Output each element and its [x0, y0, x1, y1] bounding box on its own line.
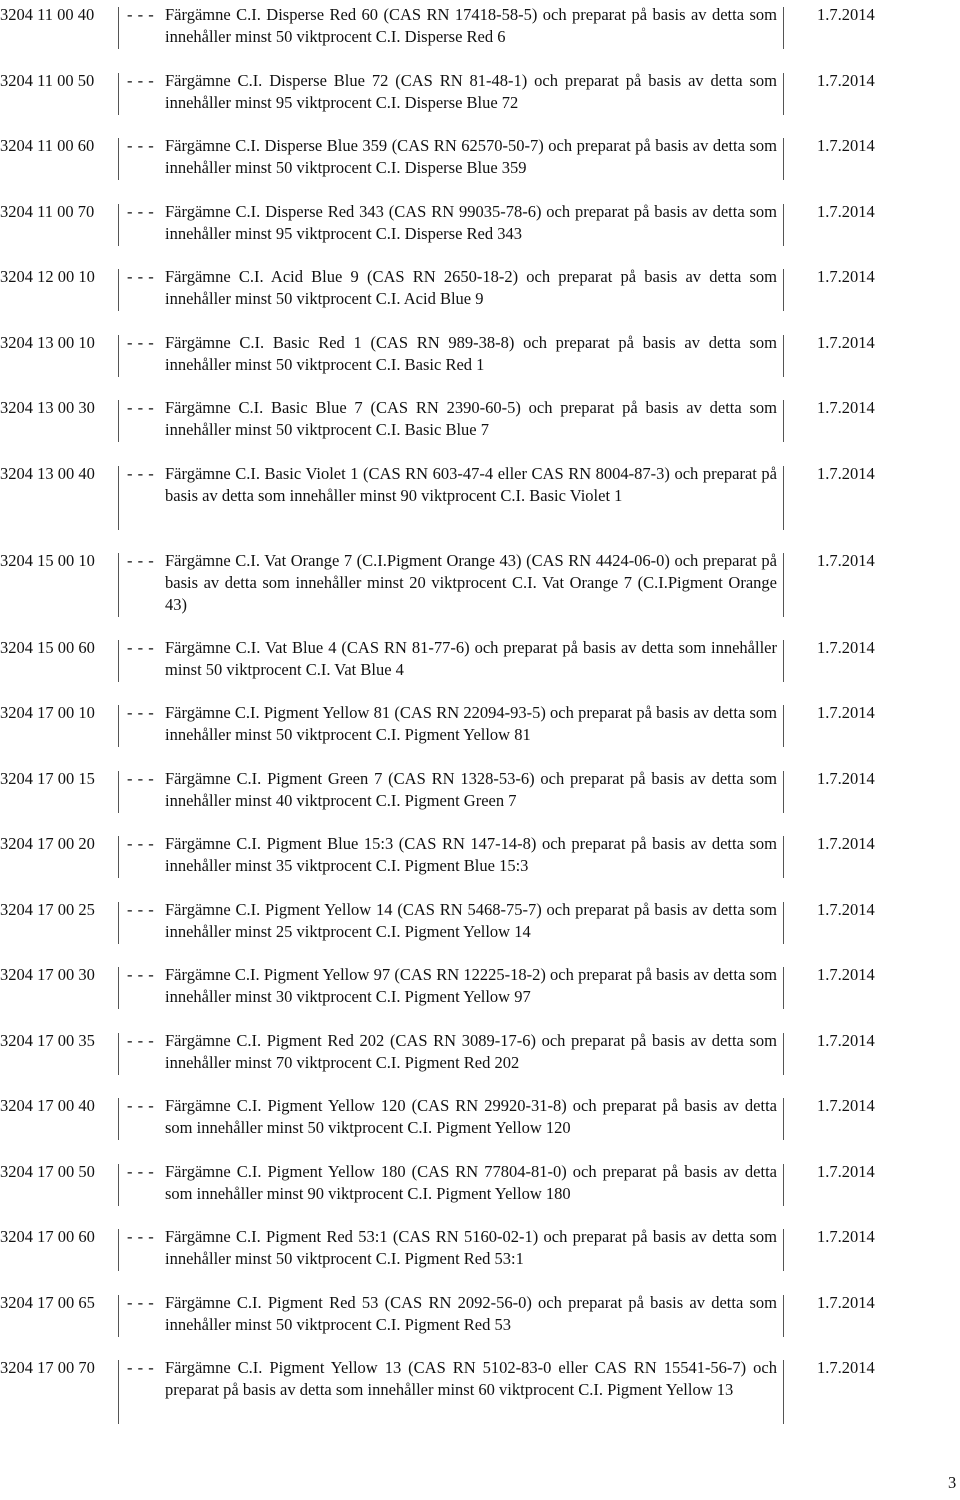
product-description: Färgämne C.I. Basic Red 1 (CAS RN 989-38-8) och preparat på basis av detta som innehåller minst 50 viktprocent C.I. Basic Red 1 [165, 333, 777, 374]
validity-date: 1.7.2014 [817, 71, 875, 90]
column-divider-left [118, 204, 119, 246]
table-row [0, 1030, 960, 1074]
column-divider-left [118, 640, 119, 682]
product-description: Färgämne C.I. Basic Violet 1 (CAS RN 603-47-4 eller CAS RN 8004-87-3) och preparat på basis av detta som innehåller minst 90 viktprocent C.I. Basic Violet 1 [165, 464, 777, 505]
indent-dashes: - - - [127, 333, 155, 352]
indent-dashes: - - - [127, 398, 155, 417]
table-row [0, 1292, 960, 1336]
tariff-code: 3204 13 00 40 [0, 464, 95, 483]
indent-dashes: - - - [127, 1227, 155, 1246]
indent-dashes: - - - [127, 202, 155, 221]
validity-date: 1.7.2014 [817, 398, 875, 417]
validity-date: 1.7.2014 [817, 1162, 875, 1181]
product-description: Färgämne C.I. Disperse Blue 359 (CAS RN 62570-50-7) och preparat på basis av detta som innehåller minst 50 viktprocent C.I. Disperse Blue 359 [165, 136, 777, 177]
table-row [0, 833, 960, 877]
column-divider-right [783, 73, 784, 115]
indent-dashes: - - - [127, 136, 155, 155]
column-divider-right [783, 1098, 784, 1140]
tariff-code: 3204 17 00 25 [0, 900, 95, 919]
product-description: Färgämne C.I. Pigment Yellow 180 (CAS RN 77804-81-0) och preparat på basis av detta som innehåller minst 90 viktprocent C.I. Pigment Yellow 180 [165, 1162, 777, 1203]
table-row [0, 4, 960, 48]
column-divider-right [783, 269, 784, 311]
column-divider-right [783, 138, 784, 180]
tariff-code: 3204 17 00 50 [0, 1162, 95, 1181]
tariff-code: 3204 17 00 70 [0, 1358, 95, 1377]
tariff-code: 3204 11 00 70 [0, 202, 95, 221]
table-row [0, 1095, 960, 1139]
tariff-code: 3204 13 00 10 [0, 333, 95, 352]
product-description: Färgämne C.I. Pigment Red 53:1 (CAS RN 5160-02-1) och preparat på basis av detta som innehåller minst 50 viktprocent C.I. Pigment Red 53:1 [165, 1227, 777, 1268]
tariff-code: 3204 17 00 40 [0, 1096, 95, 1115]
column-divider-right [783, 204, 784, 246]
table-row [0, 332, 960, 376]
indent-dashes: - - - [127, 965, 155, 984]
indent-dashes: - - - [127, 5, 155, 24]
table-row [0, 1161, 960, 1205]
validity-date: 1.7.2014 [817, 638, 875, 657]
column-divider-left [118, 73, 119, 115]
indent-dashes: - - - [127, 1293, 155, 1312]
indent-dashes: - - - [127, 769, 155, 788]
product-description: Färgämne C.I. Disperse Blue 72 (CAS RN 81-48-1) och preparat på basis av detta som innehåller minst 95 viktprocent C.I. Disperse Blue 72 [165, 71, 777, 112]
product-description: Färgämne C.I. Pigment Yellow 13 (CAS RN 5102-83-0 eller CAS RN 15541-56-7) och preparat på basis av detta som innehåller minst 60 viktprocent C.I. Pigment Yellow 13 [165, 1358, 777, 1399]
column-divider-right [783, 836, 784, 878]
product-description: Färgämne C.I. Disperse Red 343 (CAS RN 99035-78-6) och preparat på basis av detta som innehåller minst 95 viktprocent C.I. Disperse Red 343 [165, 202, 777, 243]
validity-date: 1.7.2014 [817, 5, 875, 24]
column-divider-left [118, 7, 119, 49]
validity-date: 1.7.2014 [817, 965, 875, 984]
column-divider-left [118, 771, 119, 813]
validity-date: 1.7.2014 [817, 900, 875, 919]
validity-date: 1.7.2014 [817, 769, 875, 788]
column-divider-left [118, 466, 119, 530]
tariff-code: 3204 11 00 60 [0, 136, 95, 155]
table-row [0, 397, 960, 441]
indent-dashes: - - - [127, 71, 155, 90]
column-divider-right [783, 771, 784, 813]
product-description: Färgämne C.I. Vat Blue 4 (CAS RN 81-77-6) och preparat på basis av detta som innehåller minst 50 viktprocent C.I. Vat Blue 4 [165, 638, 777, 679]
indent-dashes: - - - [127, 1162, 155, 1181]
validity-date: 1.7.2014 [817, 834, 875, 853]
indent-dashes: - - - [127, 464, 155, 483]
validity-date: 1.7.2014 [817, 267, 875, 286]
validity-date: 1.7.2014 [817, 1031, 875, 1050]
column-divider-left [118, 138, 119, 180]
column-divider-left [118, 1033, 119, 1075]
tariff-code: 3204 13 00 30 [0, 398, 95, 417]
column-divider-left [118, 1360, 119, 1424]
column-divider-left [118, 967, 119, 1009]
validity-date: 1.7.2014 [817, 202, 875, 221]
validity-date: 1.7.2014 [817, 136, 875, 155]
indent-dashes: - - - [127, 267, 155, 286]
column-divider-left [118, 553, 119, 617]
validity-date: 1.7.2014 [817, 551, 875, 570]
tariff-code: 3204 11 00 50 [0, 71, 95, 90]
validity-date: 1.7.2014 [817, 1227, 875, 1246]
tariff-code: 3204 17 00 30 [0, 965, 95, 984]
table-row [0, 135, 960, 179]
tariff-code: 3204 17 00 65 [0, 1293, 95, 1312]
table-row [0, 550, 960, 616]
product-description: Färgämne C.I. Pigment Green 7 (CAS RN 1328-53-6) och preparat på basis av detta som innehåller minst 40 viktprocent C.I. Pigment Green 7 [165, 769, 777, 810]
product-description: Färgämne C.I. Pigment Blue 15:3 (CAS RN 147-14-8) och preparat på basis av detta som innehåller minst 35 viktprocent C.I. Pigment Blue 15:3 [165, 834, 777, 875]
product-description: Färgämne C.I. Pigment Yellow 120 (CAS RN 29920-31-8) och preparat på basis av detta som innehåller minst 50 viktprocent C.I. Pigment Yellow 120 [165, 1096, 777, 1137]
page-number: 3 [948, 1473, 957, 1492]
table-row [0, 266, 960, 310]
column-divider-right [783, 1295, 784, 1337]
column-divider-left [118, 269, 119, 311]
product-description: Färgämne C.I. Vat Orange 7 (C.I.Pigment Orange 43) (CAS RN 4424-06-0) och preparat på basis av detta som innehåller minst 20 viktprocent C.I. Vat Orange 7 (C.I.Pigment Orange 43) [165, 551, 777, 614]
table-row [0, 899, 960, 943]
validity-date: 1.7.2014 [817, 1358, 875, 1377]
tariff-code: 3204 17 00 60 [0, 1227, 95, 1246]
column-divider-left [118, 902, 119, 944]
product-description: Färgämne C.I. Pigment Yellow 97 (CAS RN 12225-18-2) och preparat på basis av detta som innehåller minst 30 viktprocent C.I. Pigment Yellow 97 [165, 965, 777, 1006]
column-divider-right [783, 640, 784, 682]
indent-dashes: - - - [127, 900, 155, 919]
column-divider-left [118, 400, 119, 442]
column-divider-left [118, 1229, 119, 1271]
column-divider-right [783, 335, 784, 377]
product-description: Färgämne C.I. Pigment Red 202 (CAS RN 3089-17-6) och preparat på basis av detta som innehåller minst 70 viktprocent C.I. Pigment Red 202 [165, 1031, 777, 1072]
table-row [0, 964, 960, 1008]
column-divider-right [783, 705, 784, 747]
table-row [0, 70, 960, 114]
product-description: Färgämne C.I. Pigment Yellow 14 (CAS RN 5468-75-7) och preparat på basis av detta som innehåller minst 25 viktprocent C.I. Pigment Yellow 14 [165, 900, 777, 941]
column-divider-right [783, 400, 784, 442]
table-row [0, 702, 960, 746]
column-divider-left [118, 836, 119, 878]
validity-date: 1.7.2014 [817, 1293, 875, 1312]
tariff-code: 3204 17 00 35 [0, 1031, 95, 1050]
column-divider-left [118, 1295, 119, 1337]
validity-date: 1.7.2014 [817, 703, 875, 722]
table-row [0, 1226, 960, 1270]
tariff-code: 3204 17 00 20 [0, 834, 95, 853]
validity-date: 1.7.2014 [817, 1096, 875, 1115]
validity-date: 1.7.2014 [817, 333, 875, 352]
column-divider-left [118, 1098, 119, 1140]
product-description: Färgämne C.I. Pigment Yellow 81 (CAS RN 22094-93-5) och preparat på basis av detta som innehåller minst 50 viktprocent C.I. Pigment Yellow 81 [165, 703, 777, 744]
table-row [0, 1357, 960, 1423]
column-divider-right [783, 7, 784, 49]
table-row [0, 463, 960, 529]
tariff-code: 3204 12 00 10 [0, 267, 95, 286]
indent-dashes: - - - [127, 1031, 155, 1050]
indent-dashes: - - - [127, 1358, 155, 1377]
indent-dashes: - - - [127, 638, 155, 657]
tariff-code: 3204 15 00 10 [0, 551, 95, 570]
column-divider-right [783, 466, 784, 530]
table-row [0, 768, 960, 812]
tariff-code: 3204 11 00 40 [0, 5, 95, 24]
column-divider-right [783, 967, 784, 1009]
column-divider-left [118, 1164, 119, 1206]
indent-dashes: - - - [127, 1096, 155, 1115]
column-divider-right [783, 553, 784, 617]
indent-dashes: - - - [127, 703, 155, 722]
column-divider-left [118, 335, 119, 377]
column-divider-right [783, 1164, 784, 1206]
column-divider-right [783, 1229, 784, 1271]
tariff-code: 3204 15 00 60 [0, 638, 95, 657]
product-description: Färgämne C.I. Disperse Red 60 (CAS RN 17418-58-5) och preparat på basis av detta som innehåller minst 50 viktprocent C.I. Disperse Red 6 [165, 5, 777, 46]
indent-dashes: - - - [127, 834, 155, 853]
tariff-code: 3204 17 00 15 [0, 769, 95, 788]
validity-date: 1.7.2014 [817, 464, 875, 483]
column-divider-right [783, 1360, 784, 1424]
product-description: Färgämne C.I. Acid Blue 9 (CAS RN 2650-18-2) och preparat på basis av detta som innehåller minst 50 viktprocent C.I. Acid Blue 9 [165, 267, 777, 308]
table-row [0, 637, 960, 681]
table-row [0, 201, 960, 245]
tariff-code: 3204 17 00 10 [0, 703, 95, 722]
product-description: Färgämne C.I. Pigment Red 53 (CAS RN 2092-56-0) och preparat på basis av detta som innehåller minst 50 viktprocent C.I. Pigment Red 53 [165, 1293, 777, 1334]
indent-dashes: - - - [127, 551, 155, 570]
column-divider-right [783, 1033, 784, 1075]
column-divider-right [783, 902, 784, 944]
column-divider-left [118, 705, 119, 747]
product-description: Färgämne C.I. Basic Blue 7 (CAS RN 2390-60-5) och preparat på basis av detta som innehåller minst 50 viktprocent C.I. Basic Blue 7 [165, 398, 777, 439]
